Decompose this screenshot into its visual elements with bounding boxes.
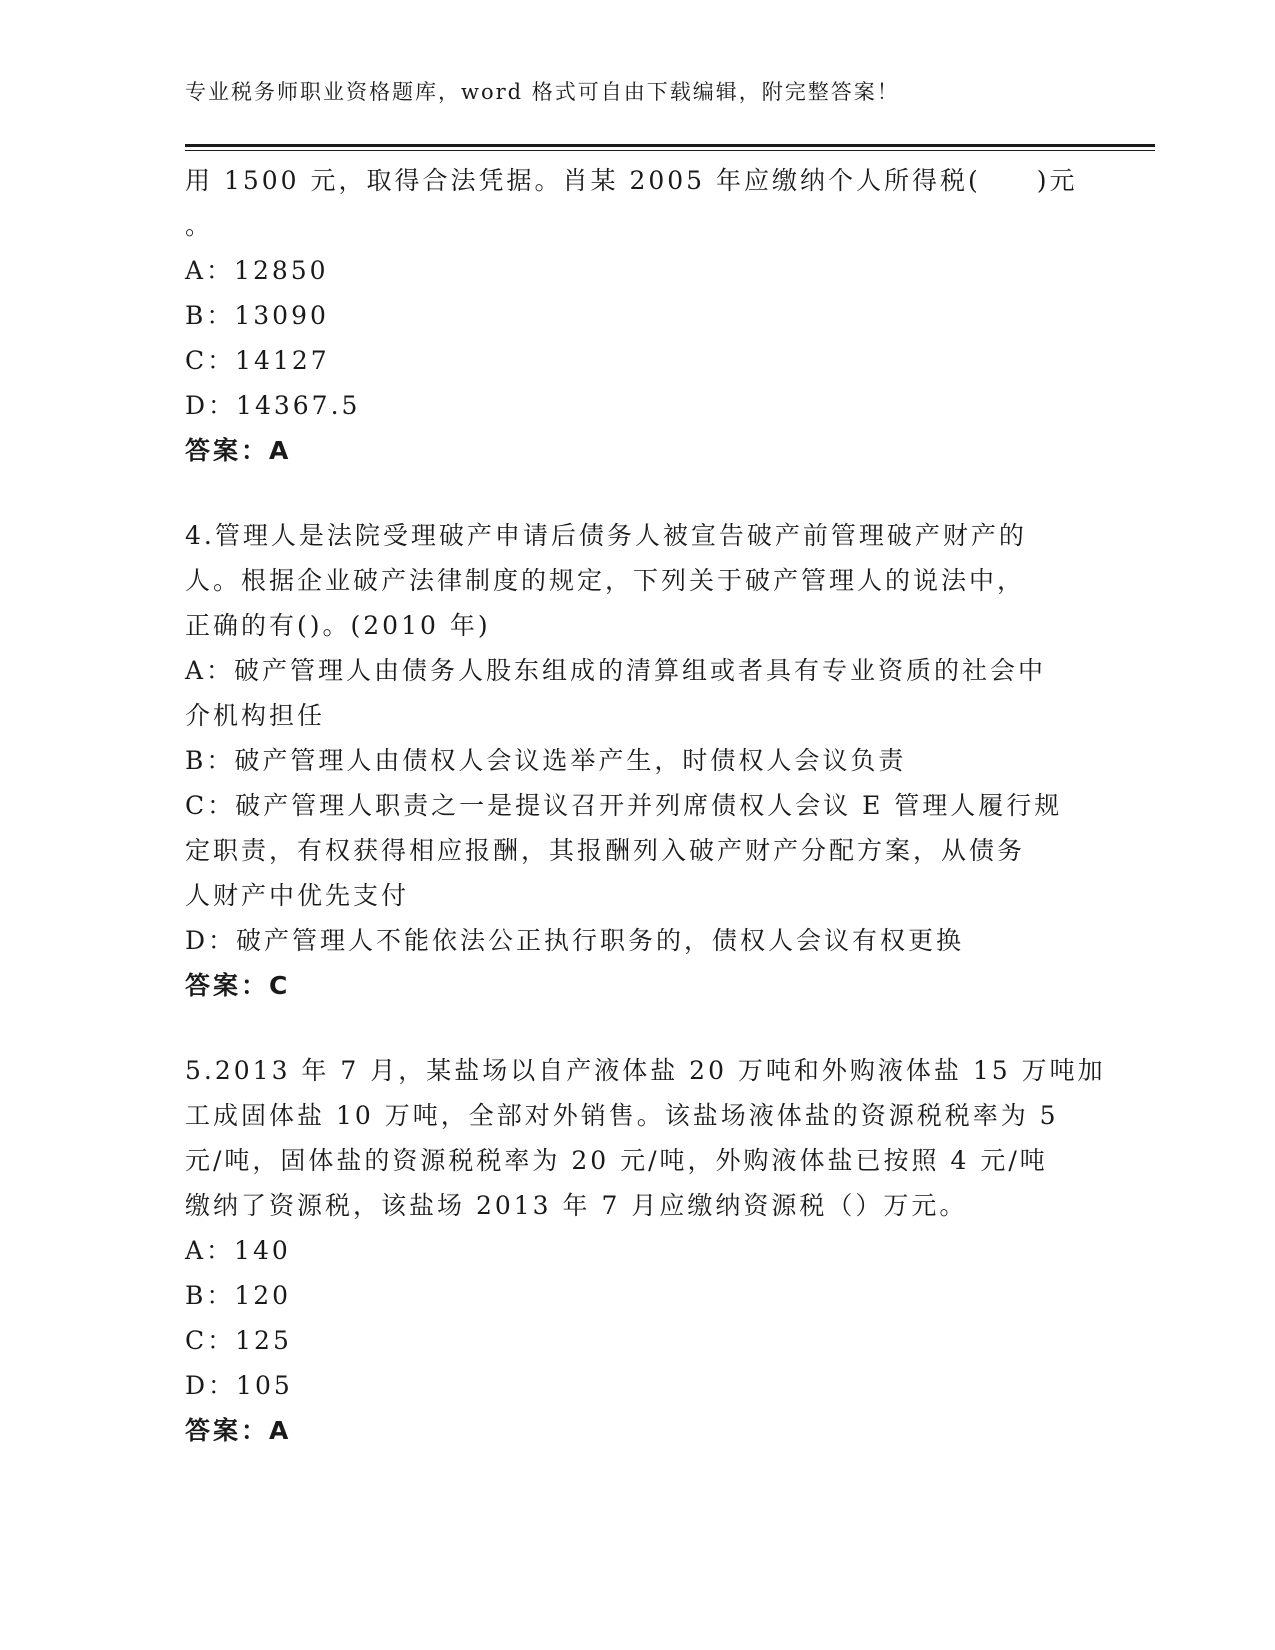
- question-stem-line: 正确的有()。(2010 年): [185, 611, 491, 640]
- option-d: D：105: [185, 1371, 293, 1400]
- answer-label: 答案：A: [185, 436, 292, 465]
- option-b: B：120: [185, 1281, 292, 1310]
- question-5: [185, 1048, 1106, 1453]
- question-4: [185, 513, 1065, 1008]
- question-stem-line: 人。根据企业破产法律制度的规定，下列关于破产管理人的说法中，: [185, 566, 1026, 595]
- option-a-continued: 介机构担任: [185, 701, 326, 730]
- question-stem-line: 元/吨，固体盐的资源税税率为 20 元/吨，外购液体盐已按照 4 元/吨: [185, 1146, 1048, 1175]
- option-d: D：14367.5: [185, 391, 361, 420]
- answer-label: 答案：A: [185, 1416, 292, 1445]
- spacer: [185, 1008, 1065, 1048]
- option-c: C：125: [185, 1326, 292, 1355]
- question-stem-line: 用 1500 元，取得合法凭据。肖某 2005 年应缴纳个人所得税( )元: [185, 166, 1078, 195]
- option-c-continued: 定职责，有权获得相应报酬，其报酬列入破产财产分配方案，从债务: [185, 836, 1026, 865]
- option-a: A：12850: [185, 256, 329, 285]
- question-stem-line: 5.2013 年 7 月，某盐场以自产液体盐 20 万吨和外购液体盐 15 万吨加: [185, 1056, 1106, 1085]
- option-a: A：破产管理人由债务人股东组成的清算组或者具有专业资质的社会中: [185, 656, 1047, 685]
- question-content: [185, 158, 1106, 1453]
- option-d: D：破产管理人不能依法公正执行职务的，债权人会议有权更换: [185, 926, 965, 955]
- question-stem-line: 4.管理人是法院受理破产申请后债务人被宣告破产前管理破产财产的: [185, 521, 1027, 550]
- question-stem-line: 。: [185, 211, 214, 240]
- header-rule-thin: [185, 150, 1155, 151]
- question-stem-line: 缴纳了资源税，该盐场 2013 年 7 月应缴纳资源税（）万元。: [185, 1191, 968, 1220]
- header-rule-thick: [185, 144, 1155, 147]
- spacer: [185, 473, 1065, 513]
- option-c: C：14127: [185, 346, 330, 375]
- option-a: A：140: [185, 1236, 291, 1265]
- question-3: [185, 158, 1078, 473]
- option-c-continued: 人财产中优先支付: [185, 881, 410, 910]
- answer-label: 答案：C: [185, 971, 291, 1000]
- option-b: B：破产管理人由债权人会议选举产生，时债权人会议负责: [185, 746, 907, 775]
- page-header: 专业税务师职业资格题库，word 格式可自由下载编辑，附完整答案！: [185, 80, 900, 104]
- option-c: C：破产管理人职责之一是提议召开并列席债权人会议 E 管理人履行规: [185, 791, 1063, 820]
- question-stem-line: 工成固体盐 10 万吨，全部对外销售。该盐场液体盐的资源税税率为 5: [185, 1101, 1059, 1130]
- option-b: B：13090: [185, 301, 329, 330]
